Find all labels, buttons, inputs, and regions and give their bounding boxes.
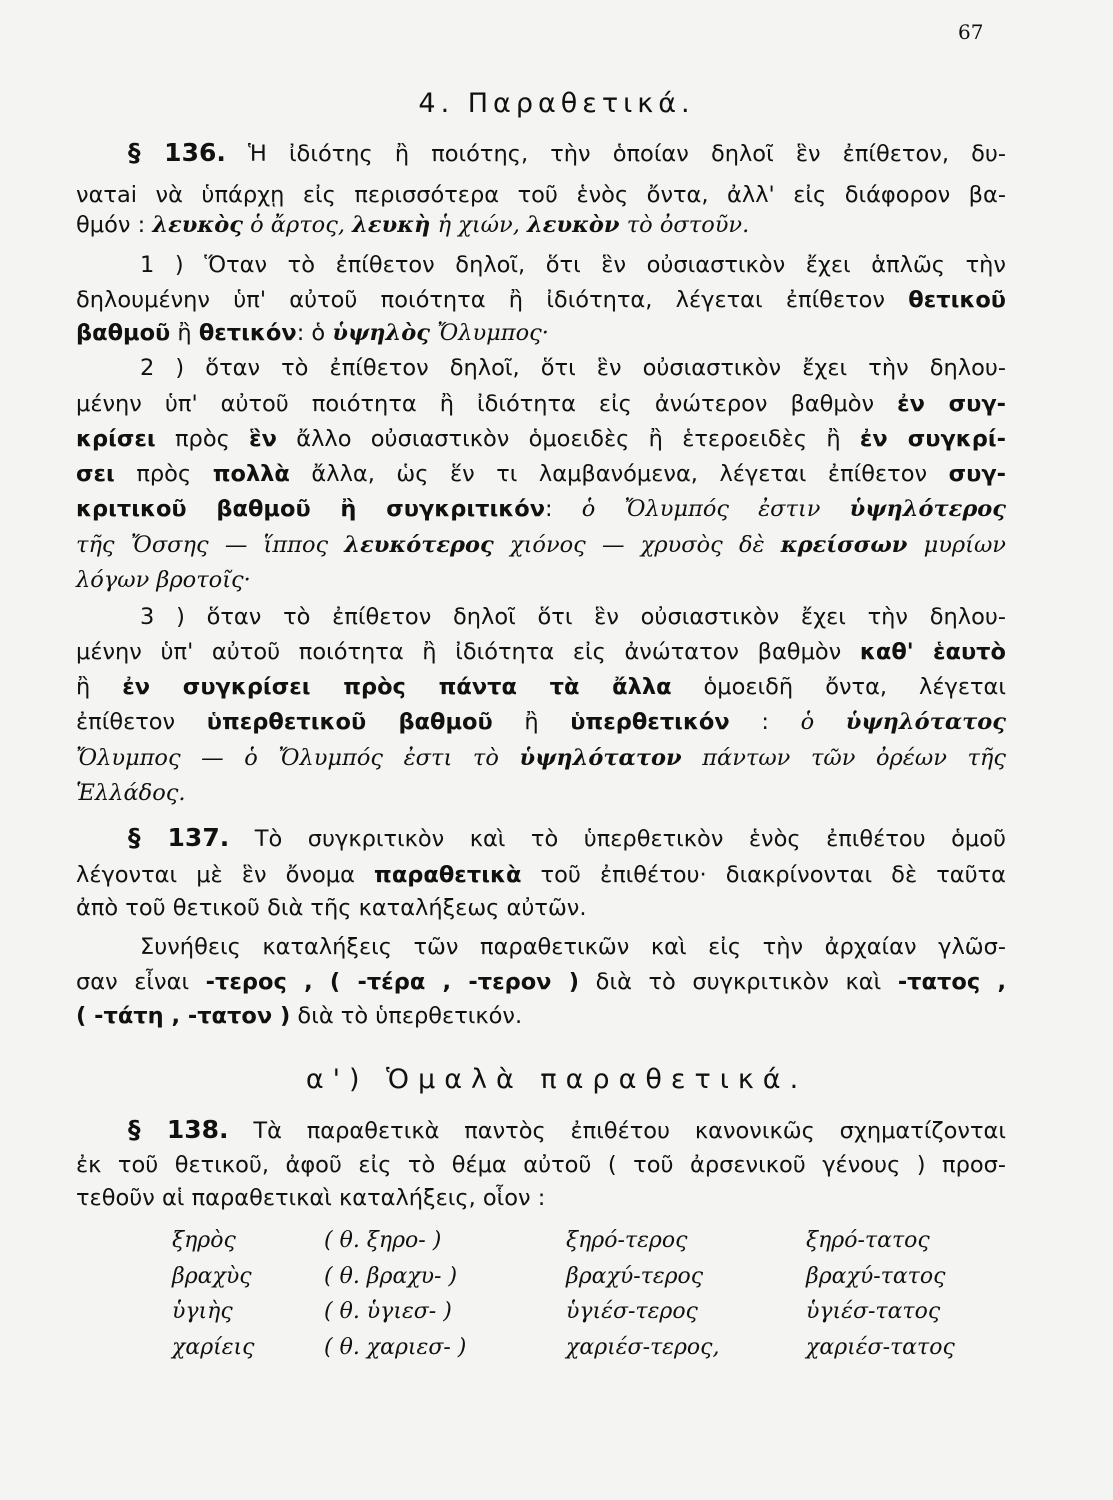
text-line: ἐκ τοῦ θετικοῦ, ἀφοῦ εἰς τὸ θέμα αὐτοῦ ( τοῦ ἀρσενικοῦ γένους ) προσ- xyxy=(76,1152,1006,1178)
text-line: ἀπὸ τοῦ θετικοῦ διὰ τῆς καταλήξεως αὐτῶν. xyxy=(76,895,587,921)
paragraph-136-line: § 136. Ἡ ἰδιότης ἢ ποιότης, τὴν ὁποίαν δηλοῖ ἓν ἐπίθετον, δυ- xyxy=(128,138,1007,167)
table-cell: χαρίεις xyxy=(172,1335,255,1360)
paragraph-138-line: § 138. Τὰ παραθετικὰ παντὸς ἐπιθέτου κανονικῶς σχηματίζονται xyxy=(128,1115,1006,1144)
text-line: τεθοῦν αἱ παραθετικαὶ καταλήξεις, οἷον : xyxy=(76,1185,546,1211)
text-line: σει πρὸς πολλὰ ἄλλα, ὡς ἕν τι λαμβανόμενα, λέγεται ἐπίθετον συγ- xyxy=(76,461,1006,487)
table-cell: χαριέσ-τατος xyxy=(806,1335,955,1360)
text-line: μένην ὑπ' αὐτοῦ ποιότητα ἢ ἰδιότητα εἰς ἀνώτερον βαθμὸν ἐν συγ- xyxy=(76,391,1006,417)
table-cell: χαριέσ-τερος, xyxy=(566,1335,720,1360)
subsection-title: α') Ὁμαλὰ παραθετικά. xyxy=(305,1064,808,1095)
text-line: κριτικοῦ βαθμοῦ ἢ συγκριτικόν: ὁ Ὄλυμπός ἐστιν ὑψηλότερος xyxy=(76,496,1007,522)
table-cell: ( θ. ξηρο- ) xyxy=(324,1228,442,1253)
text-line: Ὄλυμπος — ὁ Ὄλυμπός ἐστι τὸ ὑψηλότατον πάντων τῶν ὀρέων τῆς xyxy=(76,745,1007,771)
text-line: 1 ) Ὅταν τὸ ἐπίθετον δηλοῖ, ὅτι ἓν οὐσιαστικὸν ἔχει ἁπλῶς τὴν xyxy=(140,252,1006,278)
table-cell: ξηρό-τατος xyxy=(806,1228,930,1253)
text-line: νατai νὰ ὑπάρχῃ εἰς περισσότερα τοῦ ἑνὸς ὄντα, ἀλλ' εἰς διάφορον βα- xyxy=(76,182,1006,208)
text-line: σαν εἶναι -τερος , ( -τέρα , -τερον ) διὰ τὸ συγκριτικὸν καὶ -τατος , xyxy=(76,969,1006,995)
text-line: λόγων βροτοῖς· xyxy=(76,567,251,593)
text-line: Συνήθεις καταλήξεις τῶν παραθετικῶν καὶ εἰς τὴν ἀρχαίαν γλῶσ- xyxy=(140,934,1006,960)
page-number: 67 xyxy=(958,20,984,44)
text-line: κρίσει πρὸς ἓν ἄλλο οὐσιαστικὸν ὁμοειδὲς ἢ ἑτεροειδὲς ἢ ἐν συγκρί- xyxy=(76,426,1006,452)
text-line: δηλουμένην ὑπ' αὐτοῦ ποιότητα ἢ ἰδιότητα, λέγεται ἐπίθετον θετικοῦ xyxy=(76,287,1006,313)
table-cell: ξηρό-τερος xyxy=(566,1228,688,1253)
table-cell: βραχύ-τερος xyxy=(566,1264,704,1289)
table-cell: ( θ. χαριεσ- ) xyxy=(324,1335,467,1360)
table-cell: βραχύ-τατος xyxy=(806,1264,946,1289)
table-cell: ὑγιέσ-τατος xyxy=(806,1299,941,1324)
table-cell: ὑγιέσ-τερος xyxy=(566,1299,698,1324)
text-line: Ἑλλάδος. xyxy=(76,780,186,806)
text-line: θμόν : λευκὸς ὁ ἄρτος, λευκὴ ἡ χιών, λευκὸν τὸ ὀστοῦν. xyxy=(76,212,750,238)
table-cell: ( θ. βραχυ- ) xyxy=(324,1264,458,1289)
text-line: μένην ὑπ' αὐτοῦ ποιότητα ἢ ἰδιότητα εἰς ἀνώτατον βαθμὸν καθ' ἑαυτὸ xyxy=(76,639,1006,665)
text-line: ( -τάτη , -τατον ) διὰ τὸ ὑπερθετικόν. xyxy=(76,1003,523,1029)
text-line: ἐπίθετον ὑπερθετικοῦ βαθμοῦ ἢ ὑπερθετικόν : ὁ ὑψηλότατος xyxy=(76,709,1006,735)
table-cell: ( θ. ὑγιεσ- ) xyxy=(324,1299,452,1324)
section-marker: § 138. xyxy=(128,1115,229,1144)
text-line: λέγονται μὲ ἓν ὄνομα παραθετικὰ τοῦ ἐπιθέτου· διακρίνονται δὲ ταῦτα xyxy=(76,862,1006,888)
paragraph-137-line: § 137. Τὸ συγκριτικὸν καὶ τὸ ὑπερθετικὸν ἑνὸς ἐπιθέτου ὁμοῦ xyxy=(128,823,1007,852)
text-line: 2 ) ὅταν τὸ ἐπίθετον δηλοῖ, ὅτι ἓν οὐσιαστικὸν ἔχει τὴν δηλου- xyxy=(140,355,1006,381)
section-marker: § 136. xyxy=(128,138,226,167)
text-line: 3 ) ὅταν τὸ ἐπίθετον δηλοῖ ὅτι ἓν οὐσιαστικὸν ἔχει τὴν δηλου- xyxy=(140,604,1006,630)
text-line: βαθμοῦ ἢ θετικόν: ὁ ὑψηλὸς Ὄλυμπος· xyxy=(76,320,549,346)
table-cell: ὑγιὴς xyxy=(172,1299,233,1324)
section-title: 4. Παραθετικά. xyxy=(418,88,695,119)
text-line: τῆς Ὄσσης — ἵππος λευκότερος χιόνος — χρυσὸς δὲ κρείσσων μυρίων xyxy=(76,532,1006,558)
table-cell: ξηρὸς xyxy=(172,1228,236,1253)
section-marker: § 137. xyxy=(128,823,230,852)
text-line: ἢ ἐν συγκρίσει πρὸς πάντα τὰ ἄλλα ὁμοειδῆ ὄντα, λέγεται xyxy=(76,674,1006,700)
table-cell: βραχὺς xyxy=(172,1264,252,1289)
